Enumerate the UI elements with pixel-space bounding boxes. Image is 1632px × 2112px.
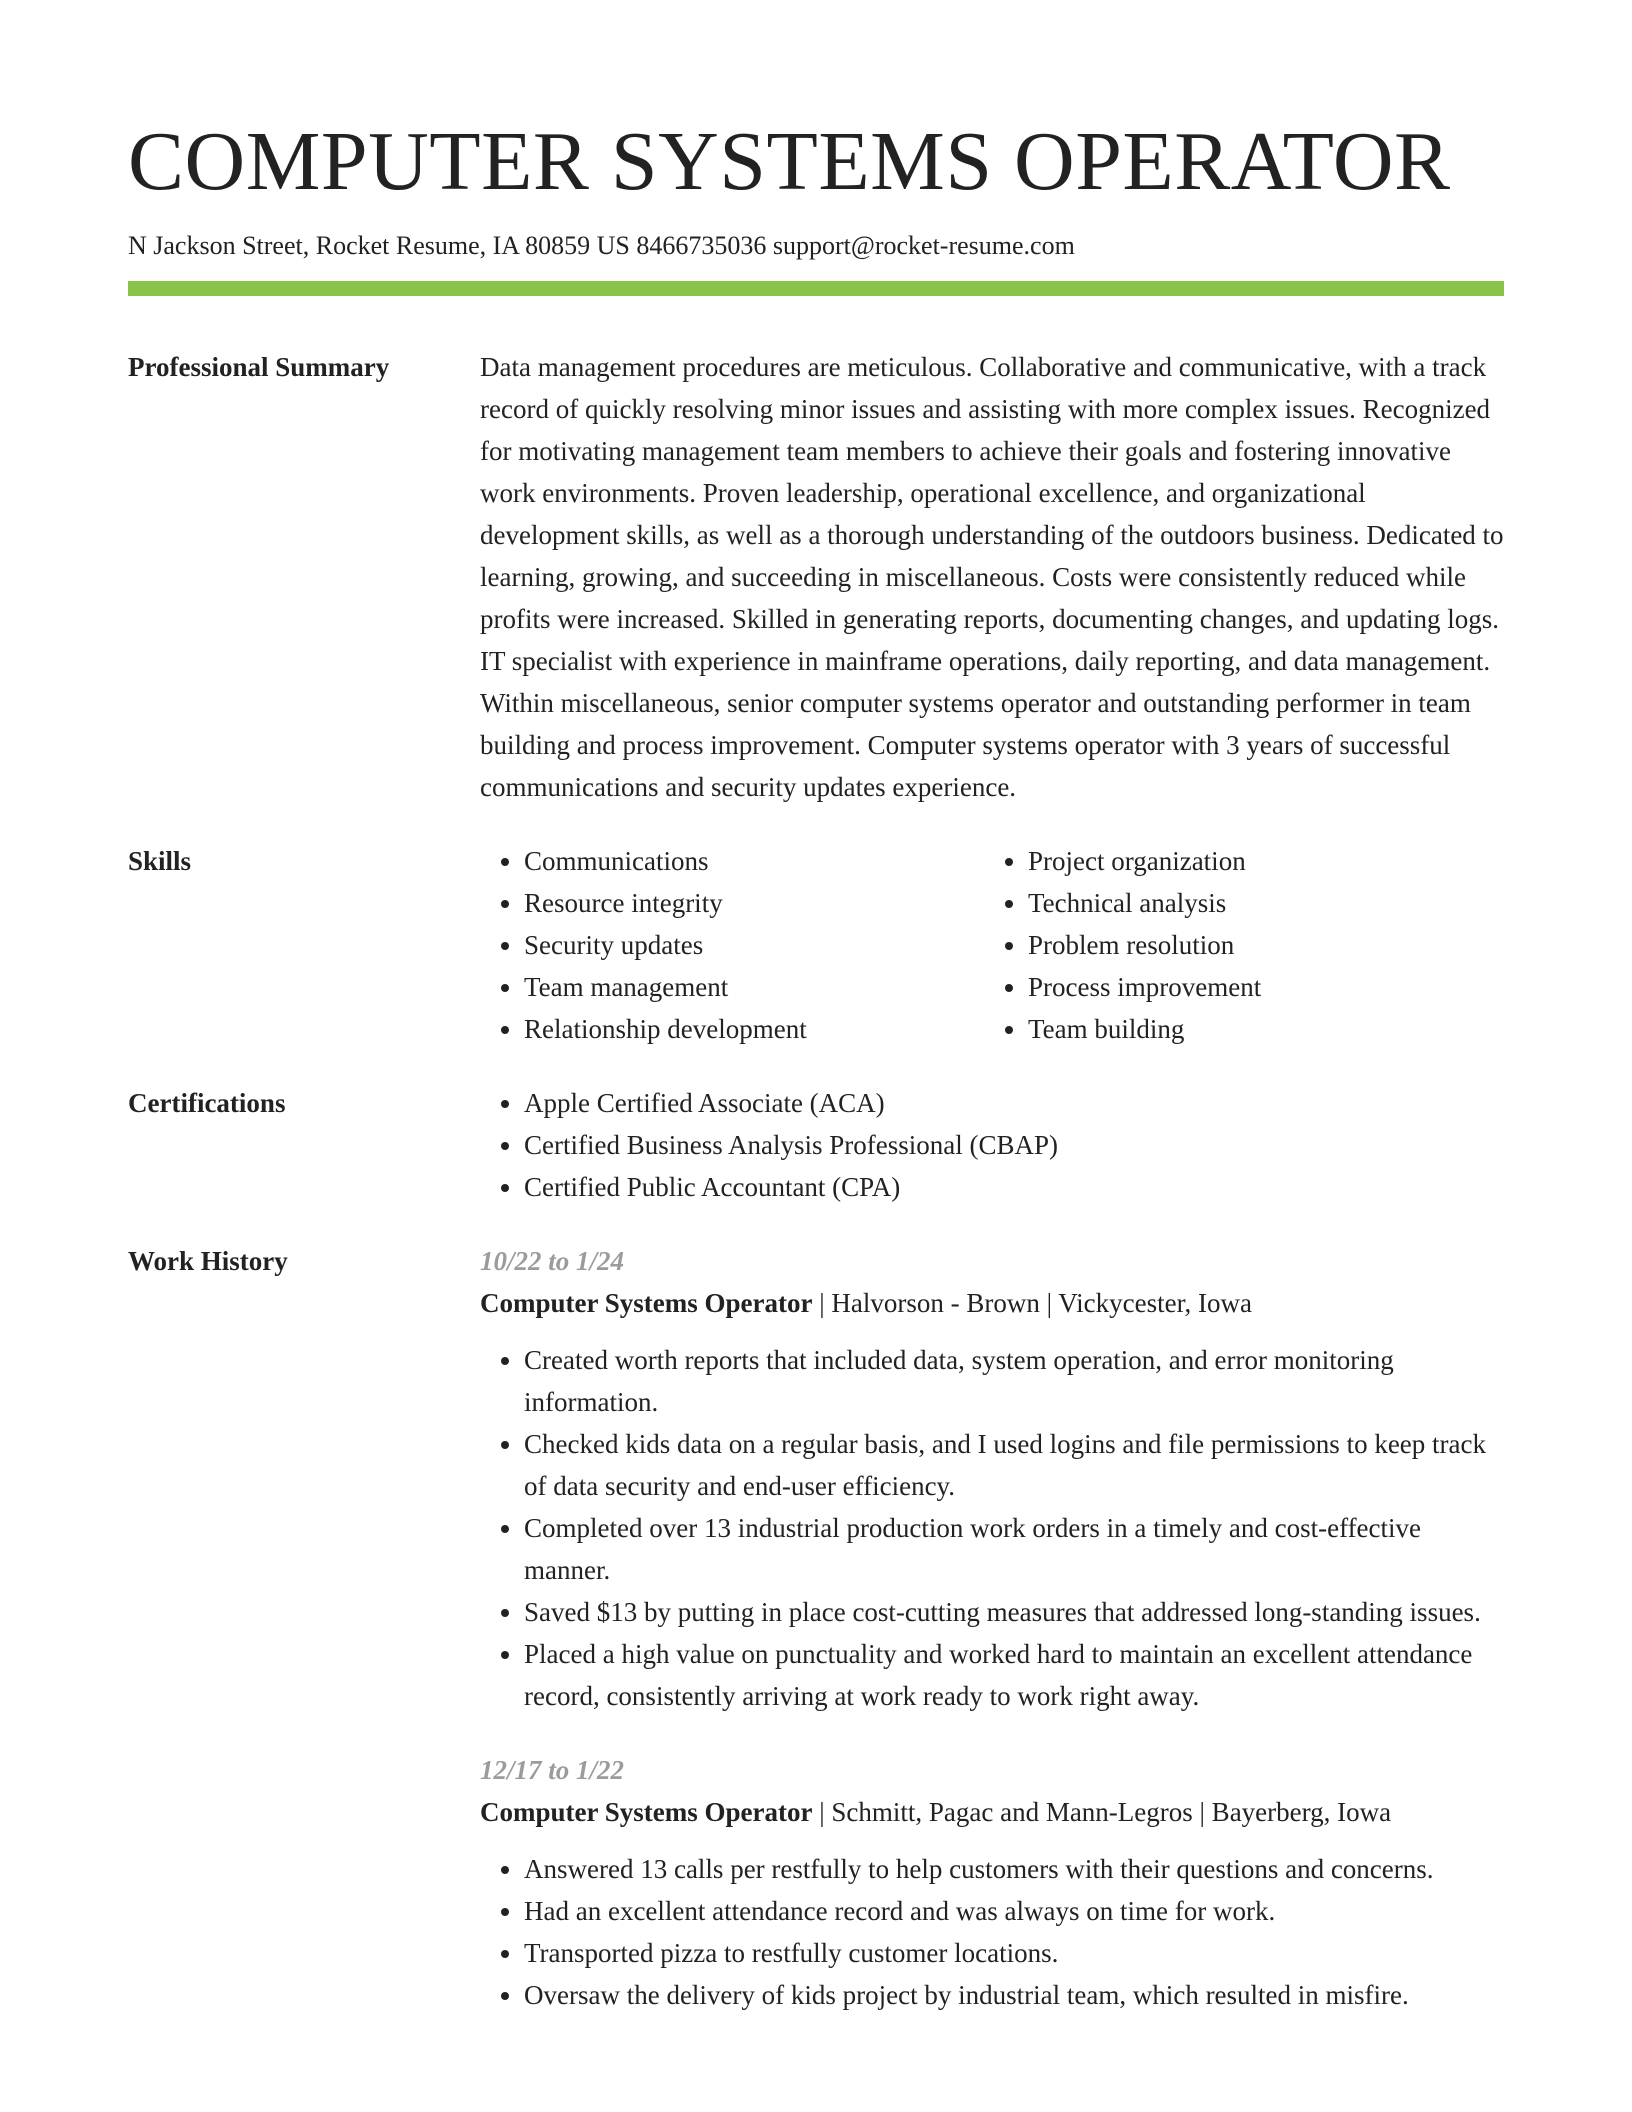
skill-item: • Technical analysis [1028, 882, 1488, 924]
job-dates: 10/22 to 1/24 [480, 1246, 625, 1277]
skill-item: • Team building [1028, 1008, 1488, 1050]
skill-item: • Security updates [524, 924, 984, 966]
resume-title: COMPUTER SYSTEMS OPERATOR [128, 115, 1451, 208]
certification-item: • Certified Public Accountant (CPA) [524, 1166, 1504, 1208]
job-bullet: • Checked kids data on a regular basis, and I used logins and file permissions to keep track of data security and end-user efficiency. [524, 1423, 1504, 1507]
job-bullet: • Oversaw the delivery of kids project by industrial team, which resulted in misfire. [524, 1974, 1504, 2016]
contact-line: N Jackson Street, Rocket Resume, IA 80859 US 8466735036 support@rocket-resume.com [128, 231, 1075, 260]
summary-text: Data management procedures are meticulous. Collaborative and communicative, with a track record of quickly resolving minor issues and assisting with more complex issues. Recognized for motivating management team members to achieve their goals and fostering innovative work environments. Proven leadership, operational excellence, and organizational development skills, as well as a thorough understanding of the outdoors business. Dedicated to learning, growing, and succeeding in miscellaneous. Costs were consistently reduced while profits were increased. Skilled in generating reports, documenting changes, and updating logs. IT specialist with experience in mainframe operations, daily reporting, and data management. Within miscellaneous, senior computer systems operator and outstanding performer in team building and process improvement. Computer systems operator with 3 years of successful communications and security updates experience. [480, 352, 1504, 803]
job-bullet: • Had an excellent attendance record and was always on time for work. [524, 1890, 1504, 1932]
certification-item: • Apple Certified Associate (ACA) [524, 1082, 1504, 1124]
job-title-line [480, 1282, 1504, 1324]
work-history-heading: Work History [128, 1246, 288, 1277]
certifications-section [128, 1082, 1504, 1208]
skills-list-1 [480, 840, 984, 1050]
job-dates: 12/17 to 1/22 [480, 1755, 625, 1786]
skill-item: • Project organization [1028, 840, 1488, 882]
certifications-heading: Certifications [128, 1088, 286, 1119]
skills-column-2 [984, 840, 1488, 1050]
skills-column-1 [480, 840, 984, 1050]
job-bullet: • Created worth reports that included data, system operation, and error monitoring information. [524, 1339, 1504, 1423]
skill-item: • Relationship development [524, 1008, 984, 1050]
skills-grid [480, 840, 1504, 1050]
job-title: Computer Systems Operator [480, 1797, 813, 1828]
skill-item: • Team management [524, 966, 984, 1008]
skills-heading: Skills [128, 846, 192, 877]
job-bullets [480, 1848, 1504, 2016]
job-bullet: • Answered 13 calls per restfully to help customers with their questions and concerns. [524, 1848, 1504, 1890]
job-bullet: • Transported pizza to restfully customer locations. [524, 1932, 1504, 1974]
job-bullet: • Completed over 13 industrial production work orders in a timely and cost-effective manner. [524, 1507, 1504, 1591]
skills-section [128, 840, 1504, 1050]
job-bullets [480, 1339, 1504, 1717]
work-history-section [128, 1240, 1504, 2016]
header-divider [128, 281, 1504, 296]
job-entry [480, 1240, 1504, 1717]
certifications-list [480, 1082, 1504, 1208]
work-history-body [480, 1240, 1504, 2016]
summary-body [480, 346, 1504, 808]
resume-page [128, 115, 1504, 2016]
job-title: Computer Systems Operator [480, 1288, 813, 1319]
certifications-body [480, 1082, 1504, 1208]
summary-heading: Professional Summary [128, 352, 390, 383]
skill-item: • Problem resolution [1028, 924, 1488, 966]
skill-item: • Process improvement [1028, 966, 1488, 1008]
job-bullet: • Placed a high value on punctuality and worked hard to maintain an excellent attendance record, consistently arriving at work ready to work right away. [524, 1633, 1504, 1717]
job-title-line [480, 1791, 1504, 1833]
skill-item: • Communications [524, 840, 984, 882]
job-bullet: • Saved $13 by putting in place cost-cutting measures that addressed long-standing issues. [524, 1591, 1504, 1633]
job-details: | Halvorson - Brown | Vickycester, Iowa [812, 1288, 1252, 1319]
summary-section [128, 346, 1504, 808]
skills-list-2 [984, 840, 1488, 1050]
skill-item: • Resource integrity [524, 882, 984, 924]
job-entry [480, 1749, 1504, 2016]
certification-item: • Certified Business Analysis Professional (CBAP) [524, 1124, 1504, 1166]
job-details: | Schmitt, Pagac and Mann-Legros | Bayerberg, Iowa [812, 1797, 1392, 1828]
